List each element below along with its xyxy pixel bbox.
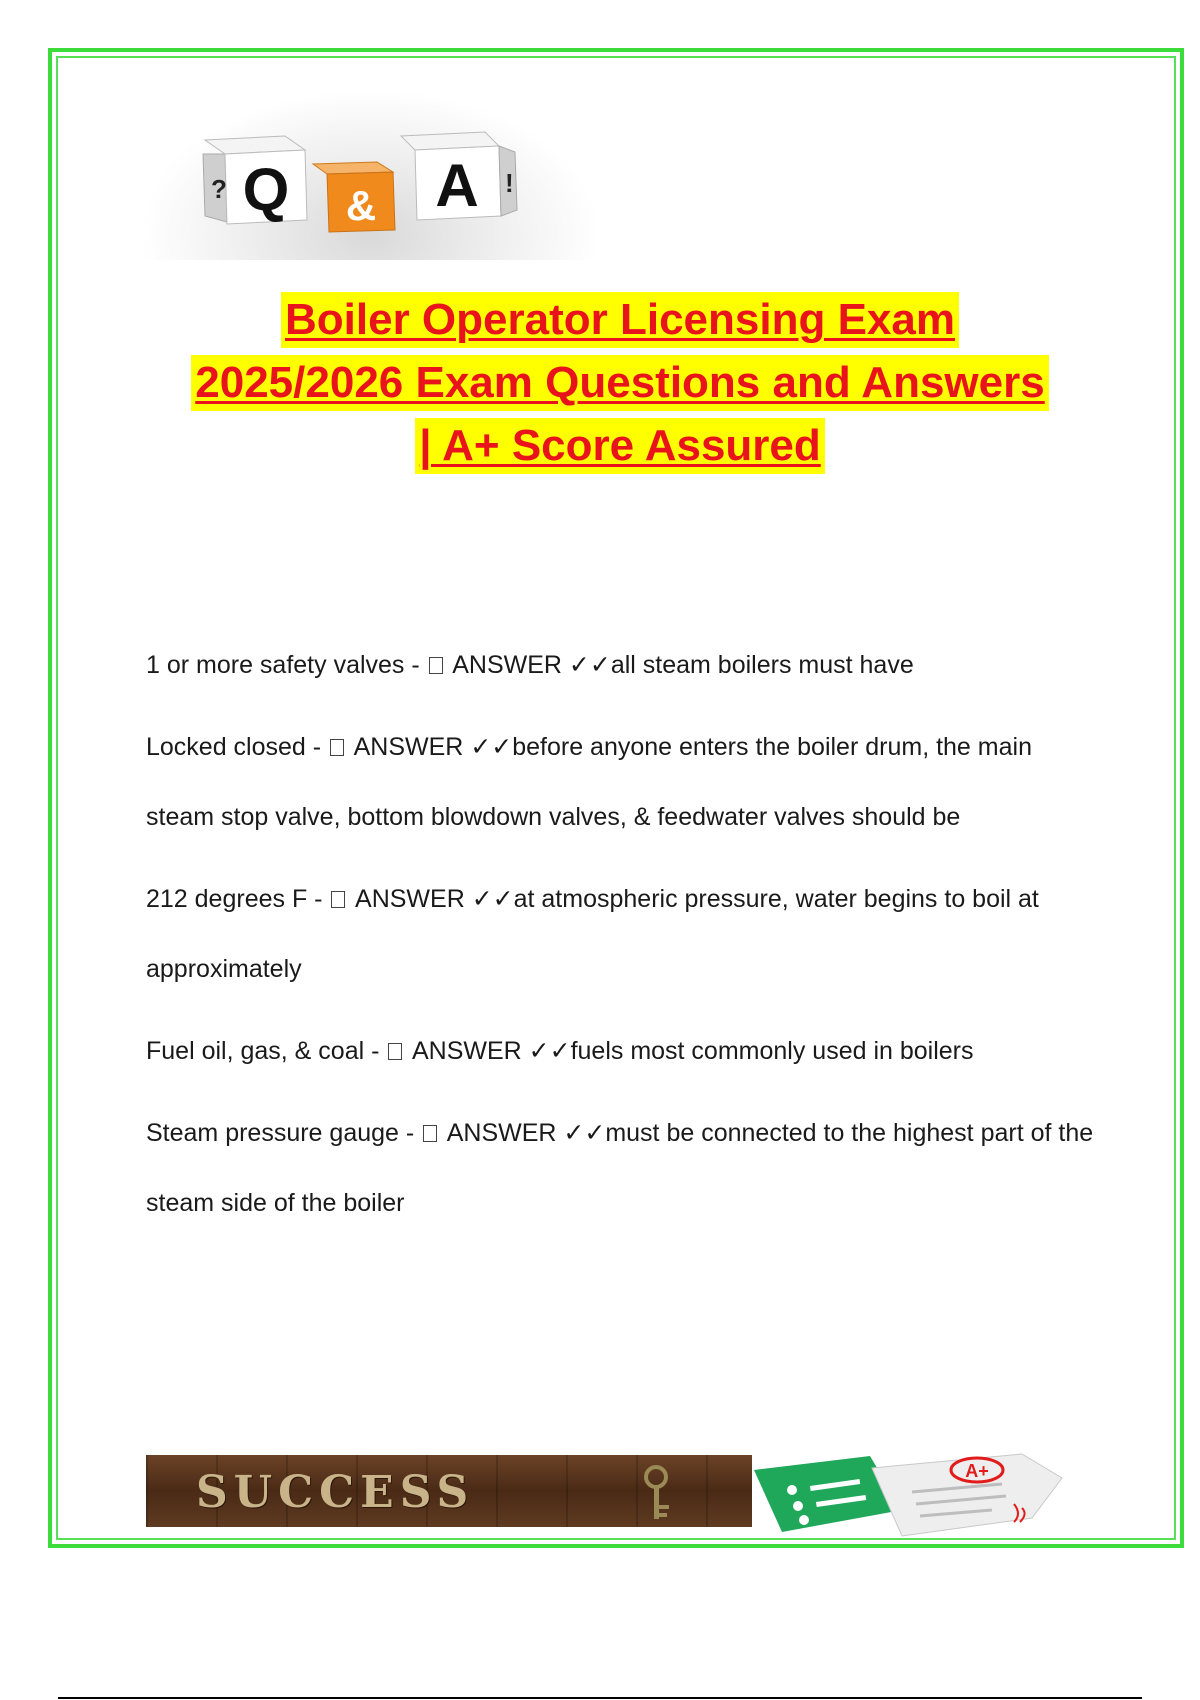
title-line-1: Boiler Operator Licensing Exam xyxy=(281,292,959,348)
die-ampersand-letter: & xyxy=(345,182,377,229)
answer-label: ANSWER xyxy=(452,651,562,679)
answer-label: ANSWER xyxy=(353,733,464,761)
check-marks: ✓✓ xyxy=(471,885,514,913)
qa-definition: all steam boilers must have xyxy=(610,651,914,679)
qa-term: 212 degrees F xyxy=(146,885,308,913)
missing-glyph-icon xyxy=(330,739,344,756)
answer-label: ANSWER xyxy=(446,1119,557,1147)
missing-glyph-icon xyxy=(423,1125,437,1142)
answer-label: ANSWER xyxy=(411,1037,522,1065)
qa-term: Locked closed xyxy=(146,733,306,761)
bottom-divider xyxy=(58,1697,1142,1699)
qa-item: Fuel oil, gas, & coal - ANSWER ✓✓fuels most commonly used in boilers xyxy=(146,1037,974,1065)
die-left-side-mark: ? xyxy=(211,174,227,204)
die-q xyxy=(203,136,307,224)
document-title xyxy=(130,292,1110,481)
qa-dice-logo xyxy=(145,92,595,260)
die-a-letter: A xyxy=(435,152,479,219)
graded-paper-icon xyxy=(872,1454,1062,1536)
missing-glyph-icon xyxy=(388,1043,402,1060)
check-marks: ✓✓ xyxy=(470,733,513,761)
title-line-2: 2025/2026 Exam Questions and Answers xyxy=(191,355,1048,411)
missing-glyph-icon xyxy=(331,891,345,908)
qa-item: Steam pressure gauge - ANSWER ✓✓must be connected to the highest part of the steam side of the boiler xyxy=(146,1119,1094,1217)
success-text: SUCCESS xyxy=(196,1467,475,1518)
die-ampersand xyxy=(313,162,395,232)
qa-definition: must be connected to the highest part of the steam side of the boiler xyxy=(146,1119,1094,1217)
key-icon xyxy=(636,1461,696,1523)
qa-term: Steam pressure gauge xyxy=(146,1119,399,1147)
check-marks: ✓✓ xyxy=(568,651,611,679)
qa-term: 1 or more safety valves xyxy=(146,651,405,679)
title-line-3: | A+ Score Assured xyxy=(415,418,825,474)
die-right-side-mark: ! xyxy=(505,168,514,198)
qa-definition: before anyone enters the boiler drum, the main steam stop valve, bottom blowdown valves, & feedwater valves should be xyxy=(146,733,1032,831)
graded-papers-graphic xyxy=(752,1448,1082,1538)
qa-term: Fuel oil, gas, & coal xyxy=(146,1037,365,1065)
check-marks: ✓✓ xyxy=(528,1037,571,1065)
check-marks: ✓✓ xyxy=(563,1119,606,1147)
qa-item: 1 or more safety valves - ANSWER ✓✓all steam boilers must have xyxy=(146,651,914,679)
missing-glyph-icon xyxy=(429,657,443,674)
qa-item: 212 degrees F - ANSWER ✓✓at atmospheric pressure, water begins to boil at approximately xyxy=(146,885,1039,983)
success-banner xyxy=(146,1455,752,1527)
die-a xyxy=(401,132,517,220)
answer-label: ANSWER xyxy=(355,885,465,913)
qa-definition: at atmospheric pressure, water begins to boil at approximately xyxy=(146,885,1039,983)
die-q-letter: Q xyxy=(242,156,290,223)
qa-definition: fuels most commonly used in boilers xyxy=(570,1037,974,1065)
qa-item: Locked closed - ANSWER ✓✓before anyone enters the boiler drum, the main steam stop valve, bottom blowdown valves, & feedwater valves should be xyxy=(146,733,1032,831)
grade-badge-text: A+ xyxy=(965,1461,989,1481)
qa-list xyxy=(146,630,1106,1250)
